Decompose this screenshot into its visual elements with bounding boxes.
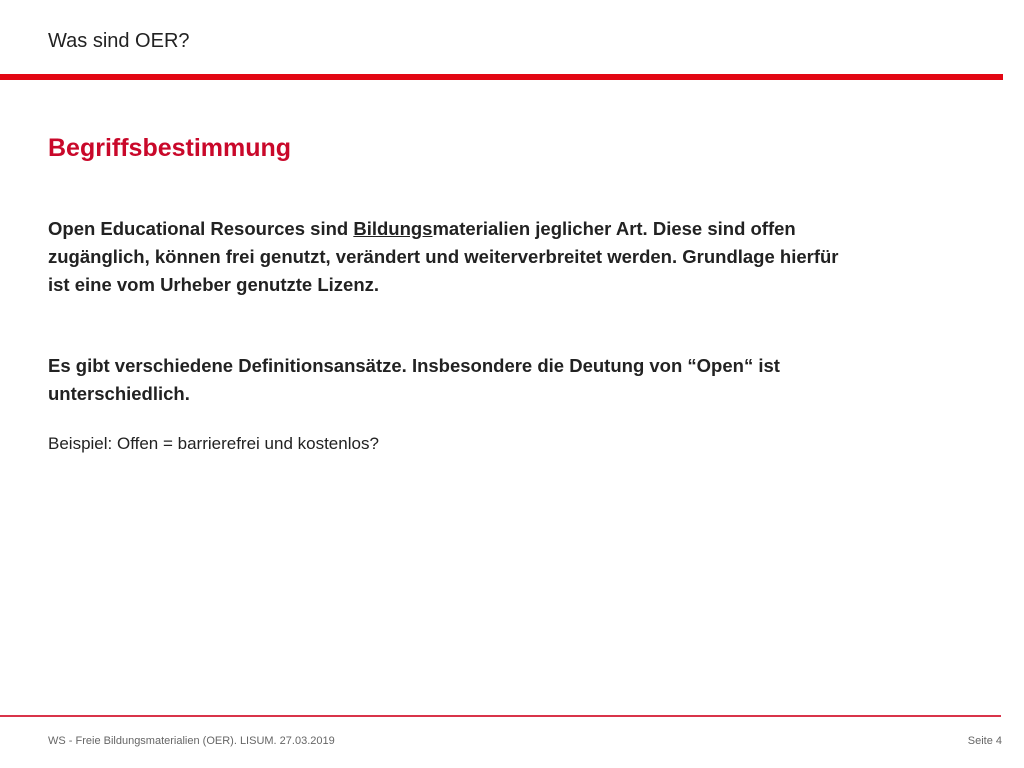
slide-title: Was sind OER?: [48, 30, 190, 52]
header-divider: [0, 74, 1003, 80]
section-heading: Begriffsbestimmung: [48, 134, 292, 162]
page-number: Seite 4: [967, 735, 1002, 747]
footer-source: WS - Freie Bildungsmaterialien (OER). LISUM. 27.03.2019: [48, 735, 335, 747]
definition-text-end: materialien jeglicher Art. Diese sind offen zugänglich, können frei genutzt, verändert und weiterverbreitet werden. Grundlage hierfür ist eine vom Urheber genutzte Lizenz.: [48, 218, 839, 295]
example-text: Beispiel: Offen = barrierefrei und kostenlos?: [48, 434, 379, 453]
footer-divider: [0, 715, 1001, 717]
approaches-paragraph: Es gibt verschiedene Definitionsansätze. Insbesondere die Deutung von “Open“ ist unterschiedlich.: [48, 355, 780, 404]
definition-paragraph: [48, 215, 848, 299]
definition-text-start: Open Educational Resources sind: [48, 218, 354, 239]
definition-underlined-word: Bildungs: [353, 218, 433, 239]
